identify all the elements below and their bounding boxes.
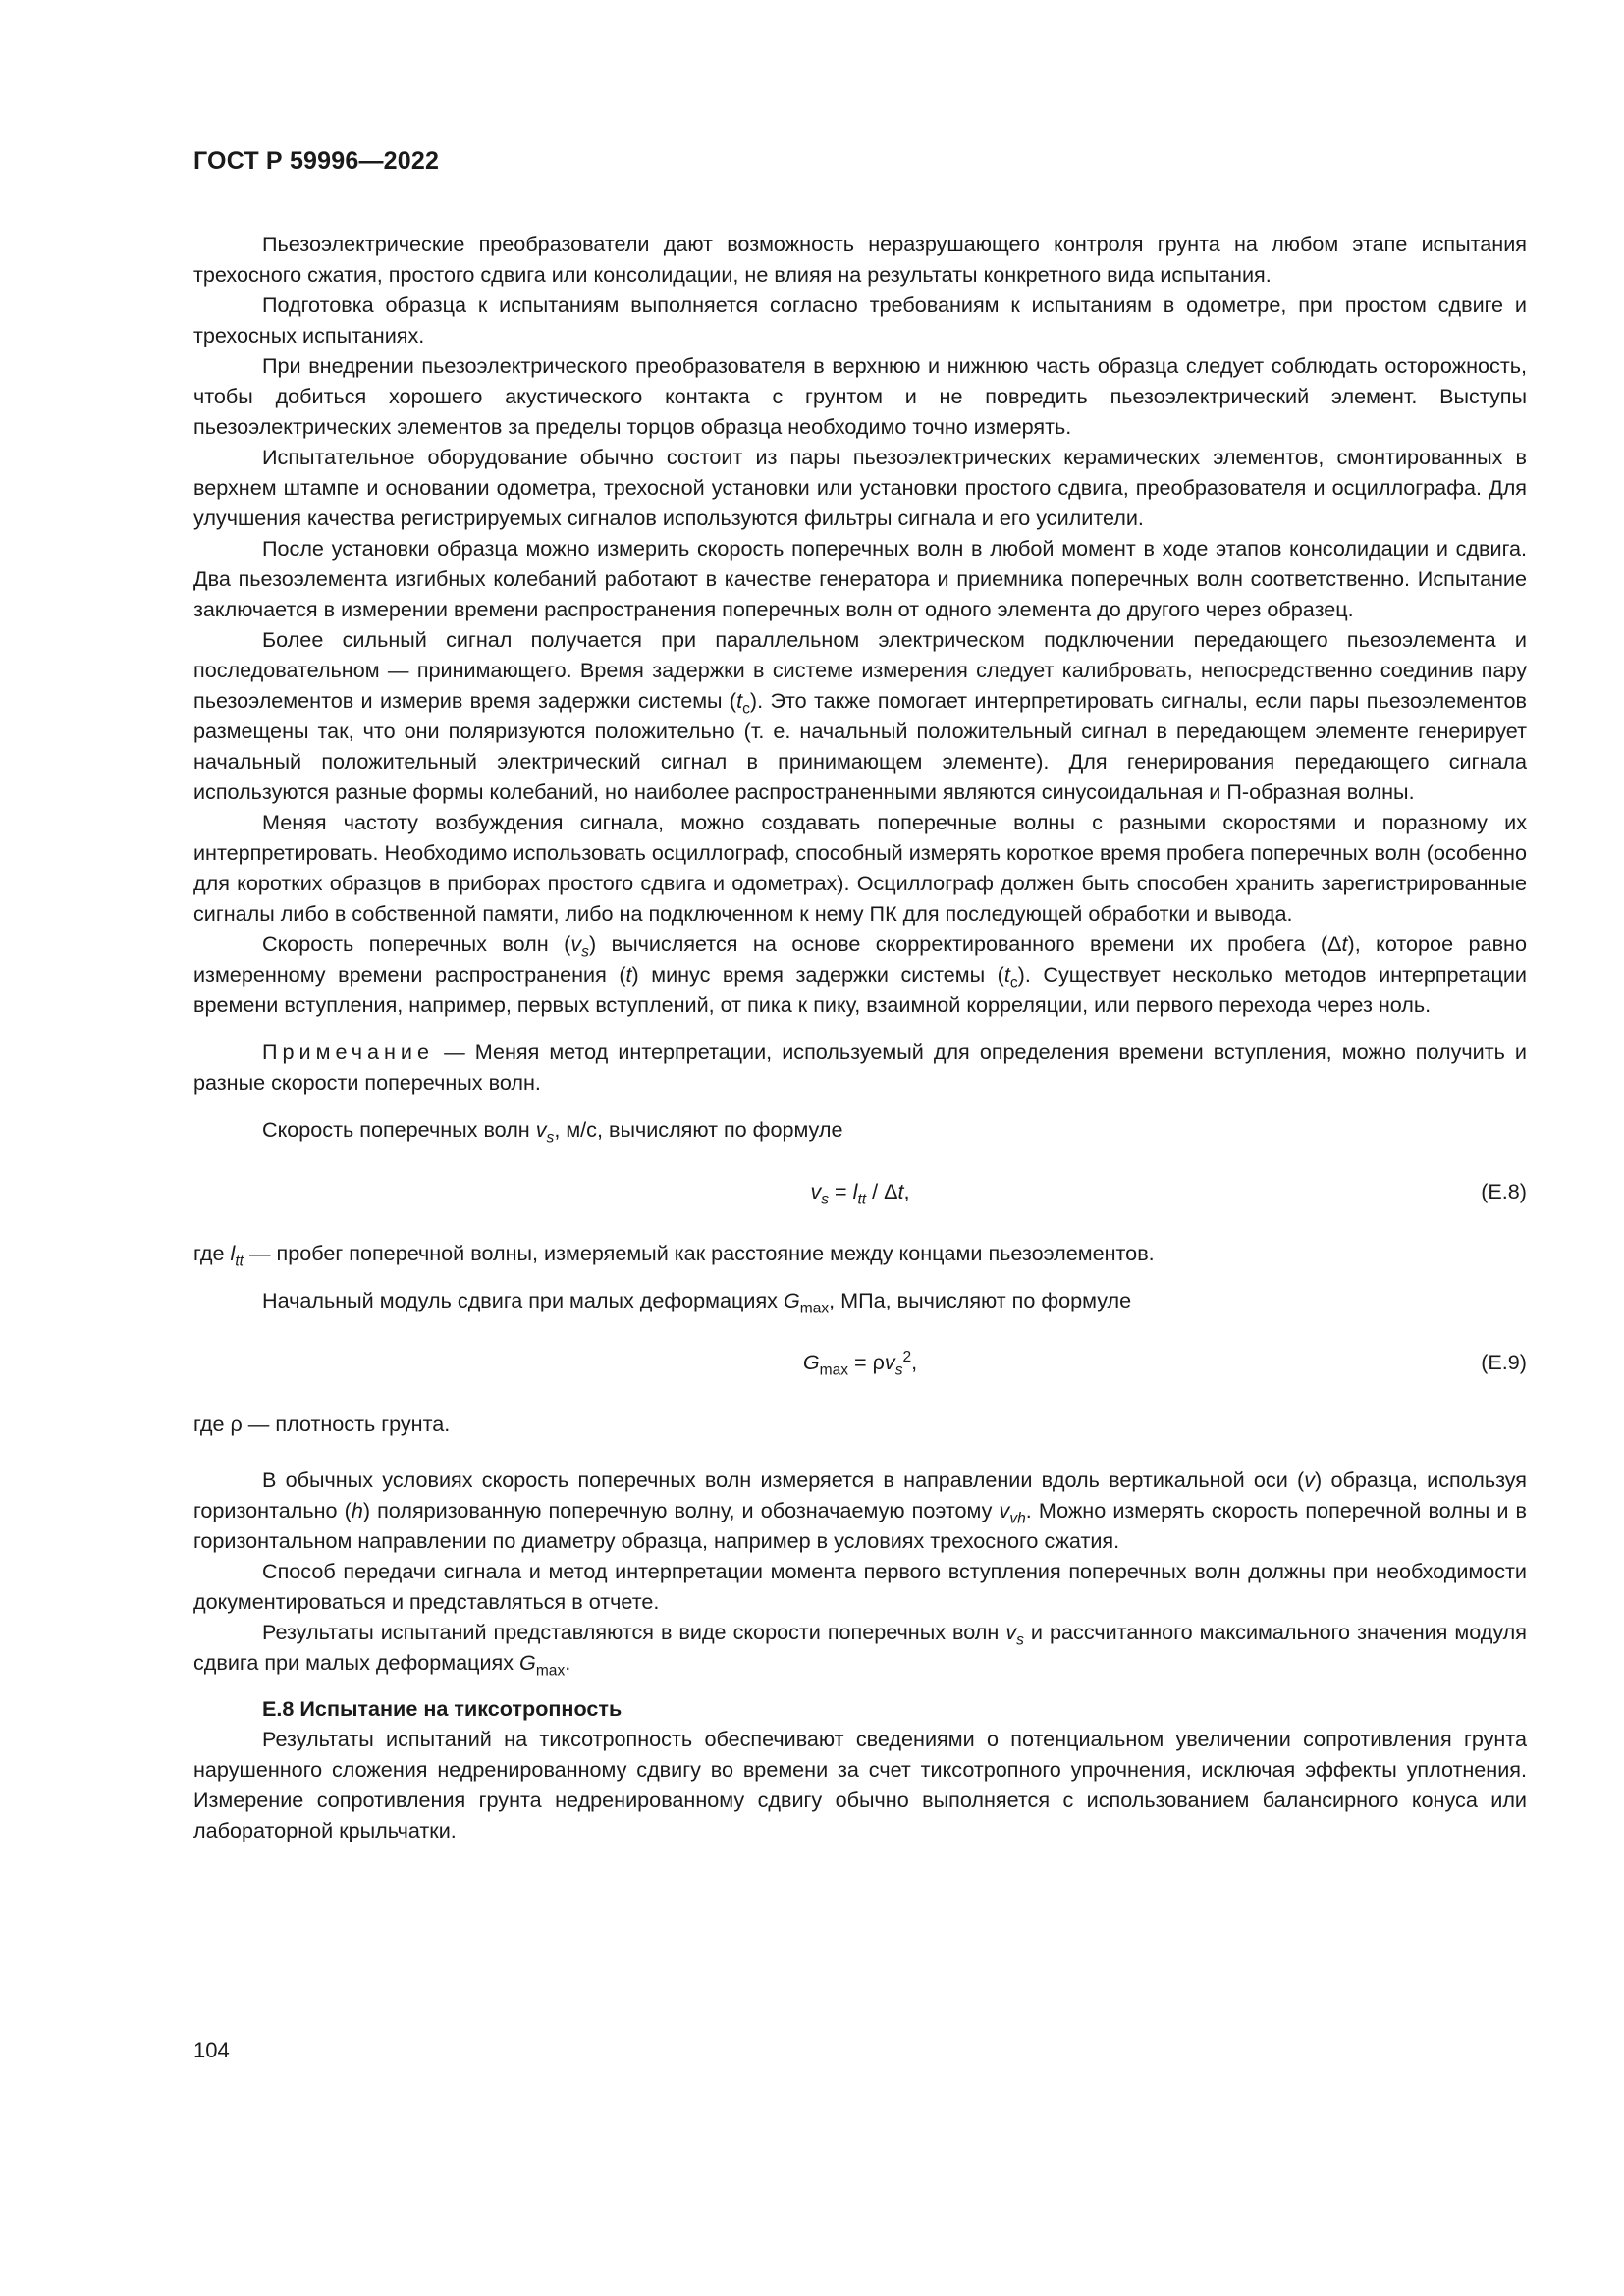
formula-intro: Скорость поперечных волн $v_s$, м/с, вычисляют по формуле <box>262 1117 843 1147</box>
formula-number: (Е.8) <box>1481 1179 1527 1203</box>
formula-expression: $v_s = l_{tt} / \Delta t$, <box>810 1179 910 1208</box>
formula-e8 <box>193 1176 1527 1206</box>
paragraph: Меняя частоту возбуждения сигнала, можно создавать поперечные волны с разными скоростями и поразному их интерпретировать. Необходимо использовать осциллограф, способный измерять короткое время пробега поперечных волн (особенно для коротких образцов в приборах простого сдвига и одометрах). Осциллограф должен быть способен хранить зарегистрированные сигналы либо в собственной памяти, либо на подключенном к нему ПК для последующей обработки и вывода. <box>193 810 1527 926</box>
paragraph: При внедрении пьезоэлектрического преобразователя в верхнюю и нижнюю часть образца следует соблюдать осторожность, чтобы добиться хорошего акустического контакта с грунтом и не повредить пьезоэлектрический элемент. Выступы пьезоэлектрических элементов за пределы торцов образца необходимо точно измерять. <box>193 353 1527 439</box>
paragraph: После установки образца можно измерить скорость поперечных волн в любой момент в ходе этапов консолидации и сдвига. Два пьезоэлемента изгибных колебаний работают в качестве генератора и приемника поперечных волн соответственно. Испытание заключается в измерении времени распространения поперечных волн от одного элемента до другого через образец. <box>193 536 1527 621</box>
paragraph: Способ передачи сигнала и метод интерпретации момента первого вступления поперечных волн должны при необходимости документироваться и представляться в отчете. <box>193 1559 1527 1614</box>
paragraph: Скорость поперечных волн $(v_s)$ вычисляется на основе скорректированного времени их пробега (Δt), которое равно измеренному времени распространения (t) минус время задержки системы $(t_c)$. Существует несколько методов интерпретации времени вступления, например, первых вступлений, от пика к пику, взаимной корреляции, или первого перехода через ноль. <box>193 932 1527 1017</box>
note-label: Примечание <box>262 1040 434 1064</box>
paragraph: Результаты испытаний на тиксотропность обеспечивают сведениями о потенциальном увеличении сопротивления грунта нарушенного сложения недренированному сдвигу во времени за счет тиксотропного упрочнения, исключая эффекты уплотнения. Измерение сопротивления грунта недренированному сдвигу обычно выполняется с использованием балансирного конуса или лабораторной крыльчатки. <box>193 1727 1527 1842</box>
paragraph: В обычных условиях скорость поперечных волн измеряется в направлении вдоль вертикальной оси (v) образца, используя горизонтально (h) поляризованную поперечную волну, и обозначаемую поэтому $v_{vh}$. Можно измерять скорость поперечной волны и в горизонтальном направлении по диаметру образца, например в условиях трехосного сжатия. <box>193 1468 1527 1553</box>
body-text <box>193 229 1527 1845</box>
document-header: ГОСТ Р 59996—2022 <box>193 147 440 175</box>
formula-number: (Е.9) <box>1481 1350 1527 1374</box>
formula-where: где $l_{tt}$ — пробег поперечной волны, измеряемый как расстояние между концами пьезоэлементов. <box>193 1241 1155 1270</box>
paragraph: Подготовка образца к испытаниям выполняется согласно требованиям к испытаниям в одометре, при простом сдвиге и трехосных испытаниях. <box>193 293 1527 347</box>
formula-intro: Начальный модуль сдвига при малых деформациях $G_{max}$, МПа, вычисляют по формуле <box>262 1288 1132 1317</box>
paragraph: Испытательное оборудование обычно состоит из пары пьезоэлектрических керамических элементов, смонтированных в верхнем штампе и основании одометра, трехосной установки или установки простого сдвига, преобразователя и осциллографа. Для улучшения качества регистрируемых сигналов используются фильтры сигнала и его усилители. <box>193 445 1527 530</box>
formula-where: где ρ — плотность грунта. <box>193 1412 451 1436</box>
paragraph: Более сильный сигнал получается при параллельном электрическом подключении передающего пьезоэлемента и последовательном — принимающего. Время задержки в системе измерения следует калибровать, непосредственно соединив пару пьезоэлементов и измерив время задержки системы $(t_c)$. Это также помогает интерпретировать сигналы, если пары пьезоэлементов размещены так, что они поляризуются положительно (т. е. начальный положительный сигнал в передающем элементе генерирует начальный положительный электрический сигнал в принимающем элементе). Для генерирования передающего сигнала используются разные формы колебаний, но наиболее распространенными являются синусоидальная и П-образная волны. <box>193 627 1528 804</box>
page-number: 104 <box>193 2038 230 2062</box>
formula-expression: $G_{max} = \rho v_s^2$, <box>802 1349 918 1379</box>
formula-e9 <box>193 1347 1527 1377</box>
section-heading: Е.8 Испытание на тиксотропность <box>262 1696 623 1721</box>
paragraph: Результаты испытаний представляются в виде скорости поперечных волн $v_s$ и рассчитанного максимального значения модуля сдвига при малых деформациях $G_{max}$. <box>193 1620 1527 1680</box>
document-page <box>193 147 1527 1845</box>
note: Примечание — Меняя метод интерпретации, используемый для определения времени вступления, можно получить и разные скорости поперечных волн. <box>193 1040 1527 1095</box>
paragraph: Пьезоэлектрические преобразователи дают возможность неразрушающего контроля грунта на любом этапе испытания трехосного сжатия, простого сдвига или консолидации, не влияя на результаты конкретного вида испытания. <box>193 232 1527 287</box>
